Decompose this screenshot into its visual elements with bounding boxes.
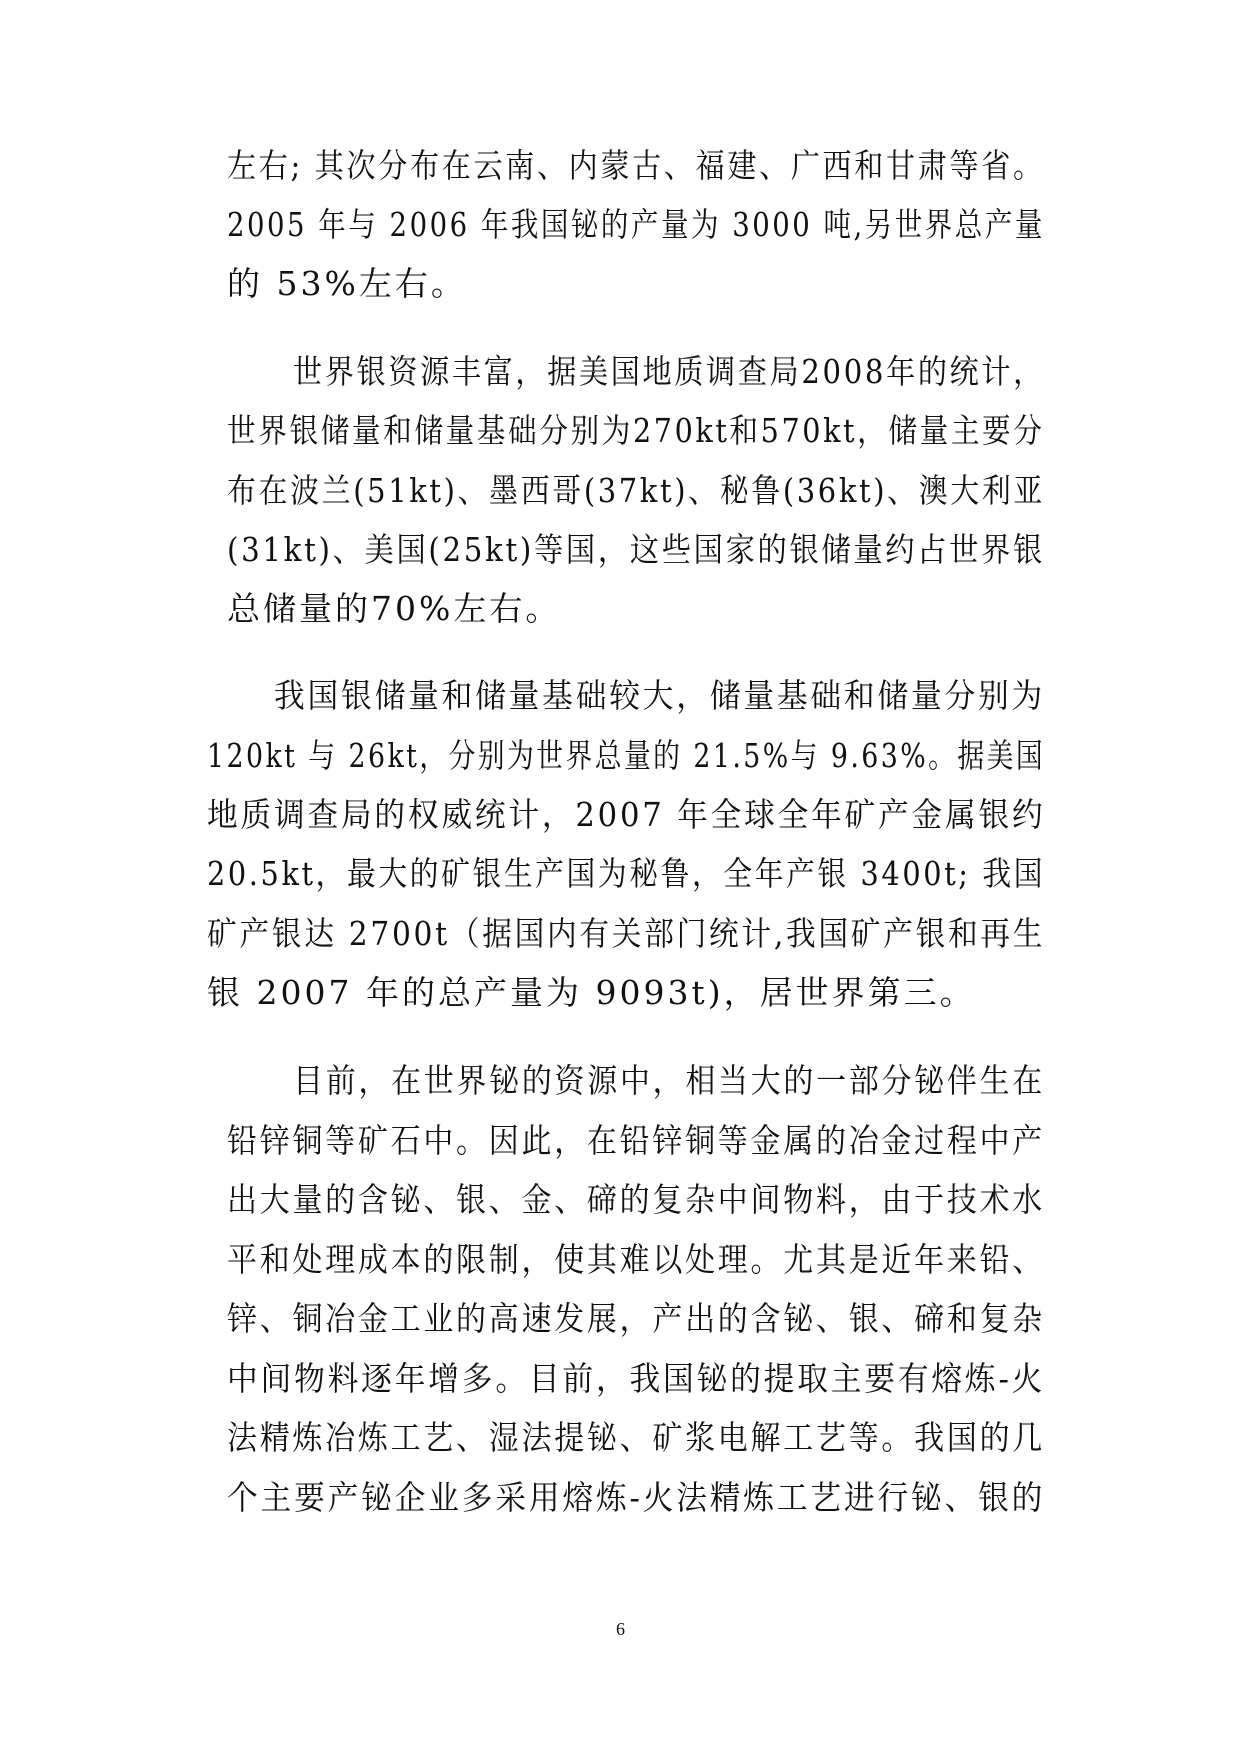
text-line: 平和处理成本的限制，使其难以处理。尤其是近年来铅、 <box>227 1240 1046 1279</box>
text-line: 120kt 与 26kt，分别为世界总量的 21.5%与 9.63%。据美国 <box>207 736 1046 775</box>
text-line: 法精炼冶炼工艺、湿法提铋、矿浆电解工艺等。我国的几 <box>227 1418 1046 1457</box>
text-line: 锌、铜冶金工业的高速发展，产出的含铋、银、碲和复杂 <box>227 1299 1046 1338</box>
text-line: 地质调查局的权威统计，2007 年全球全年矿产金属银约 <box>207 795 1046 834</box>
text-line: 中间物料逐年增多。目前，我国铋的提取主要有熔炼-火 <box>227 1359 1046 1398</box>
text-line: 的 53%左右。 <box>227 264 467 303</box>
page-number: 6 <box>616 1619 625 1639</box>
text-line: 世界银储量和储量基础分别为270kt和570kt，储量主要分 <box>227 411 1045 450</box>
text-line: 出大量的含铋、银、金、碲的复杂中间物料，由于技术水 <box>227 1180 1046 1219</box>
text-line: (31kt)、美国(25kt)等国，这些国家的银储量约占世界银 <box>227 530 1045 569</box>
text-line: 20.5kt，最大的矿银生产国为秘鲁，全年产银 3400t; 我国 <box>207 854 1046 893</box>
text-line: 总储量的70%左右。 <box>227 589 562 628</box>
text-line: 左右; 其次分布在云南、内蒙古、福建、广西和甘肃等省。 <box>227 146 1045 185</box>
text-line: 目前，在世界铋的资源中，相当大的一部分铋伴生在 <box>293 1061 1045 1100</box>
text-line: 我国银储量和储量基础较大，储量基础和储量分别为 <box>274 676 1046 715</box>
text-line: 布在波兰(51kt)、墨西哥(37kt)、秘鲁(36kt)、澳大利亚 <box>227 471 1045 510</box>
text-line: 矿产银达 2700t（据国内有关部门统计,我国矿产银和再生 <box>207 914 1046 953</box>
text-line: 银 2007 年的总产量为 9093t)，居世界第三。 <box>207 973 976 1012</box>
text-line: 铅锌铜等矿石中。因此，在铅锌铜等金属的冶金过程中产 <box>227 1121 1046 1160</box>
text-line: 个主要产铋企业多采用熔炼-火法精炼工艺进行铋、银的 <box>227 1478 1046 1517</box>
text-line: 2005 年与 2006 年我国铋的产量为 3000 吨,另世界总产量 <box>227 205 1045 244</box>
text-line: 世界银资源丰富，据美国地质调查局2008年的统计， <box>293 352 1045 391</box>
